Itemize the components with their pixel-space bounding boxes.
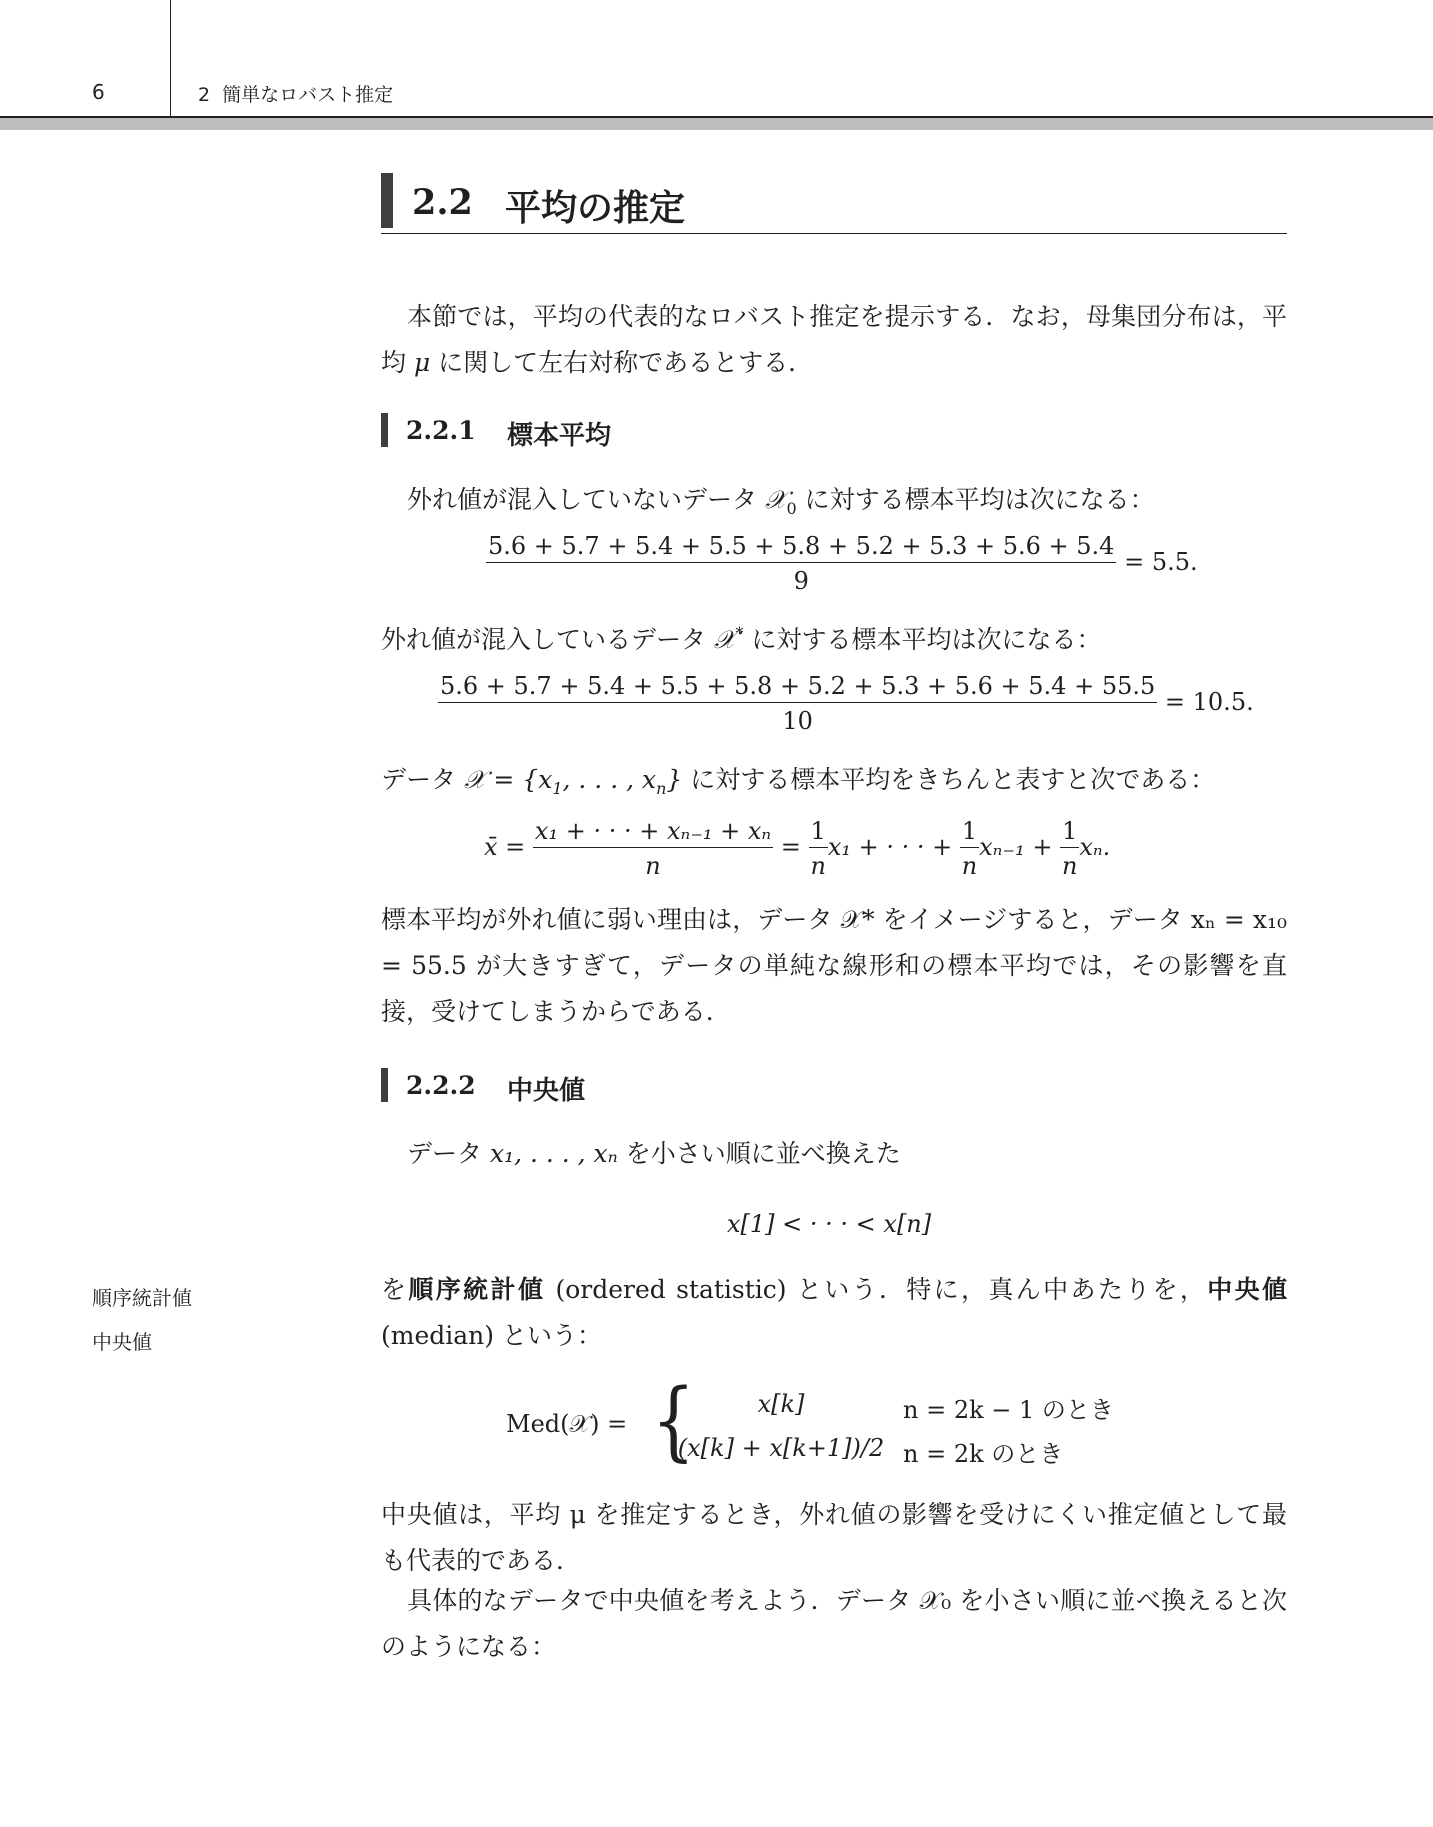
intro-text-1: 本節では，平均の代表的なロバスト推定を提示する．なお，母集団分布は，平均 bbox=[381, 302, 1287, 377]
text: 外れ値が混入しているデータ bbox=[381, 625, 707, 654]
text: に対する標本平均は次になる： bbox=[804, 485, 1155, 514]
subscript: 1 bbox=[552, 779, 563, 798]
set-open: 𝒳 = {x bbox=[463, 765, 553, 794]
paragraph-definition bbox=[381, 757, 1287, 803]
paragraph-weakness: 標本平均が外れ値に弱い理由は，データ 𝒳* をイメージすると，データ xₙ = x₁₀ = 55.5 が大きすぎて，データの単純な線形和の標本平均では，その影響を直接，受けてしまうからである． bbox=[381, 905, 1287, 1026]
denominator: n bbox=[645, 852, 661, 880]
equation-sample-mean bbox=[484, 817, 1110, 880]
margin-note-order-statistic: 順序統計値 bbox=[92, 1286, 192, 1310]
mu-symbol: μ bbox=[413, 348, 431, 377]
text: を bbox=[381, 1275, 409, 1304]
paragraph-outlier-data bbox=[381, 617, 1287, 663]
set-middle: , . . . , x bbox=[562, 765, 657, 794]
text: (ordered statistic) という．特に，真ん中あたりを， bbox=[555, 1275, 1208, 1304]
header-divider bbox=[170, 0, 171, 117]
page-number: 6 bbox=[92, 80, 105, 104]
text: (median) という： bbox=[381, 1321, 602, 1350]
chapter-title: 簡単なロバスト推定 bbox=[222, 84, 394, 106]
fraction bbox=[486, 532, 1116, 595]
subsection-heading-1 bbox=[381, 413, 981, 449]
case-odd bbox=[506, 1390, 1126, 1426]
equation-order: x[1] < · · · < x[n] bbox=[727, 1210, 932, 1238]
header-band bbox=[0, 118, 1433, 130]
numerator: 1 bbox=[1060, 817, 1079, 848]
fraction-3 bbox=[1060, 817, 1079, 880]
paragraph-example: 具体的なデータで中央値を考えよう．データ 𝒳₀ を小さい順に並べ換えると次のようになる： bbox=[381, 1586, 1287, 1661]
numerator: 5.6 + 5.7 + 5.4 + 5.5 + 5.8 + 5.2 + 5.3 + 5.6 + 5.4 bbox=[486, 532, 1116, 563]
text: に対する標本平均をきちんと表すと次である： bbox=[690, 765, 1216, 794]
intro-text-2: に関して左右対称であるとする． bbox=[438, 348, 814, 377]
denominator: n bbox=[961, 852, 978, 880]
paragraph-sort bbox=[381, 1131, 1287, 1177]
denominator: n bbox=[810, 852, 826, 880]
running-head bbox=[198, 80, 393, 107]
math-symbol: 𝒳 bbox=[764, 485, 787, 514]
math-superscript: * bbox=[735, 623, 744, 643]
subsection-marker bbox=[381, 413, 388, 447]
chapter-number: 2 bbox=[198, 84, 211, 106]
term: x₁ + · · · + bbox=[827, 833, 953, 861]
paragraph-order-statistic bbox=[381, 1267, 1287, 1359]
subsection-number: 2.2.2 bbox=[406, 1071, 476, 1100]
text: 外れ値が混入していないデータ bbox=[407, 485, 758, 514]
denominator: 9 bbox=[793, 567, 809, 595]
set-definition bbox=[463, 765, 683, 798]
equation-result: = 10.5. bbox=[1164, 688, 1254, 716]
text: に対する標本平均は次になる： bbox=[751, 625, 1102, 654]
fraction-1 bbox=[809, 817, 828, 880]
paragraph-clean-data bbox=[381, 477, 1287, 523]
equation-lhs: x̄ = bbox=[484, 833, 526, 861]
text: データ bbox=[407, 1139, 483, 1168]
set-close: } bbox=[666, 765, 683, 794]
subsection-number: 2.2.1 bbox=[406, 416, 476, 445]
equals-sign: = bbox=[780, 833, 801, 861]
fraction-2 bbox=[960, 817, 979, 880]
section-marker bbox=[381, 173, 393, 228]
denominator: n bbox=[1061, 852, 1078, 880]
section-heading bbox=[381, 170, 1287, 234]
term: xₙ. bbox=[1079, 833, 1111, 861]
fraction-main bbox=[533, 817, 773, 880]
subsection-title: 標本平均 bbox=[507, 421, 612, 451]
section-intro bbox=[381, 294, 1287, 386]
paragraph-median-robust: 中央値は，平均 μ を推定するとき，外れ値の影響を受けにくい推定値として最も代表的である． bbox=[381, 1500, 1287, 1575]
numerator: x₁ + · · · + xₙ₋₁ + xₙ bbox=[533, 817, 773, 848]
equation-result: = 5.5. bbox=[1124, 548, 1198, 576]
case-even bbox=[506, 1434, 1126, 1470]
fraction bbox=[438, 672, 1157, 735]
subscript: n bbox=[656, 779, 667, 798]
math-symbol: 𝒳 bbox=[713, 625, 736, 654]
text: を小さい順に並べ換えた bbox=[625, 1139, 901, 1168]
equation-median bbox=[506, 1371, 1126, 1476]
left-brace: { bbox=[651, 1371, 696, 1471]
text: データ bbox=[381, 765, 457, 794]
equation-mean-clean bbox=[486, 532, 1198, 595]
numerator: 1 bbox=[960, 817, 979, 848]
term: xₙ₋₁ + bbox=[979, 833, 1053, 861]
subsection-title: 中央値 bbox=[507, 1076, 586, 1106]
case-condition: n = 2k − 1 のとき bbox=[903, 1396, 1114, 1424]
section-number: 2.2 bbox=[412, 182, 473, 223]
equation-mean-outlier bbox=[438, 672, 1254, 735]
subsection-heading-2 bbox=[381, 1068, 981, 1104]
term-order-statistic: 順序統計値 bbox=[408, 1275, 546, 1304]
section-title: 平均の推定 bbox=[505, 188, 686, 229]
case-expression: x[k] bbox=[757, 1390, 805, 1418]
equation-lhs: Med(𝒳) = bbox=[506, 1410, 628, 1438]
subsection-marker bbox=[381, 1068, 388, 1102]
case-expression: (x[k] + x[k+1])/2 bbox=[677, 1434, 885, 1462]
numerator: 5.6 + 5.7 + 5.4 + 5.5 + 5.8 + 5.2 + 5.3 + 5.6 + 5.4 + 55.5 bbox=[438, 672, 1157, 703]
numerator: 1 bbox=[809, 817, 828, 848]
case-condition: n = 2k のとき bbox=[903, 1440, 1064, 1468]
math-sequence: x₁, . . . , xₙ bbox=[489, 1139, 618, 1168]
denominator: 10 bbox=[782, 707, 813, 735]
term-median: 中央値 bbox=[1207, 1275, 1287, 1304]
math-subscript: 0 bbox=[786, 499, 797, 518]
margin-note-median: 中央値 bbox=[92, 1330, 152, 1354]
